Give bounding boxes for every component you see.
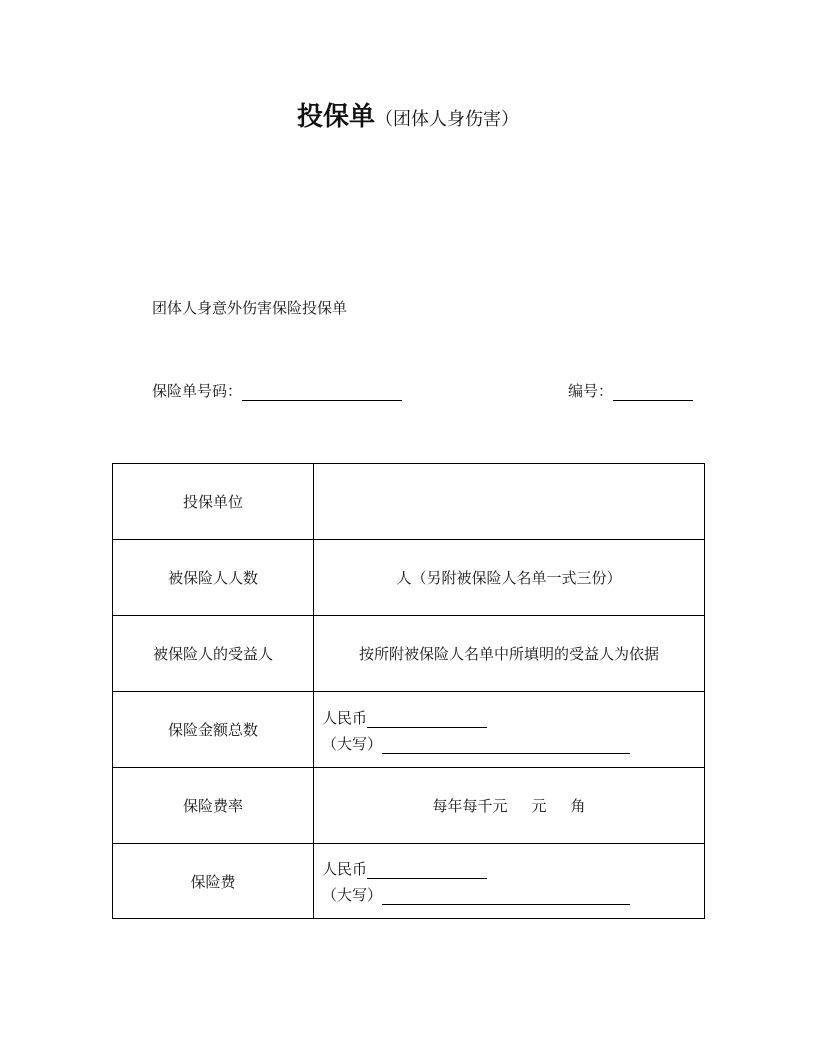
table-row — [113, 464, 705, 540]
sum-insured-upper-line — [322, 732, 704, 754]
sum-insured-upper-blank[interactable] — [382, 737, 630, 754]
rate-unit-yuan: 元 — [531, 797, 547, 815]
table-row — [113, 616, 705, 692]
beneficiary-value: 按所附被保险人名单中所填明的受益人为依据 — [314, 616, 705, 692]
title-main: 投保单 — [296, 102, 375, 132]
row-label-premium-rate: 保险费率 — [113, 768, 314, 844]
row-label-premium: 保险费 — [113, 844, 314, 919]
row-label-beneficiary: 被保险人的受益人 — [113, 616, 314, 692]
sum-insured-cell — [314, 692, 705, 768]
serial-number-label: 编号： — [568, 382, 614, 400]
premium-upper-blank[interactable] — [382, 888, 630, 905]
application-form-table — [112, 463, 705, 919]
table-row — [113, 768, 705, 844]
rmb-label: 人民币 — [322, 860, 368, 878]
title-sub: （团体人身伤害） — [375, 109, 519, 130]
upper-label: （大写） — [322, 734, 383, 753]
premium-rmb-blank[interactable] — [367, 862, 487, 879]
policy-number-label: 保险单号码： — [152, 382, 243, 400]
premium-cell — [314, 844, 705, 919]
rate-unit-jiao: 角 — [570, 797, 586, 815]
applicant-value-cell[interactable] — [314, 464, 705, 540]
premium-upper-line — [322, 883, 704, 905]
sum-insured-rmb-blank[interactable] — [367, 711, 487, 728]
rmb-label: 人民币 — [322, 708, 368, 727]
premium-rate-cell — [314, 768, 705, 844]
document-title — [0, 96, 816, 133]
row-label-applicant: 投保单位 — [113, 464, 314, 540]
rate-prefix: 每年每千元 — [432, 797, 508, 815]
insured-count-value: 人（另附被保险人名单一式三份） — [314, 540, 705, 616]
serial-number-blank[interactable] — [613, 384, 693, 401]
form-subtitle: 团体人身意外伤害保险投保单 — [152, 299, 348, 317]
premium-rmb-line — [322, 857, 704, 879]
table-row — [113, 844, 705, 919]
row-label-sum-insured: 保险金额总数 — [113, 692, 314, 768]
sum-insured-rmb-line — [322, 706, 704, 728]
table-row — [113, 540, 705, 616]
row-label-insured-count: 被保险人人数 — [113, 540, 314, 616]
serial-number-field — [568, 380, 693, 401]
table-row — [113, 692, 705, 768]
policy-number-blank[interactable] — [242, 384, 402, 401]
policy-number-field — [152, 380, 402, 401]
upper-label: （大写） — [322, 886, 383, 904]
